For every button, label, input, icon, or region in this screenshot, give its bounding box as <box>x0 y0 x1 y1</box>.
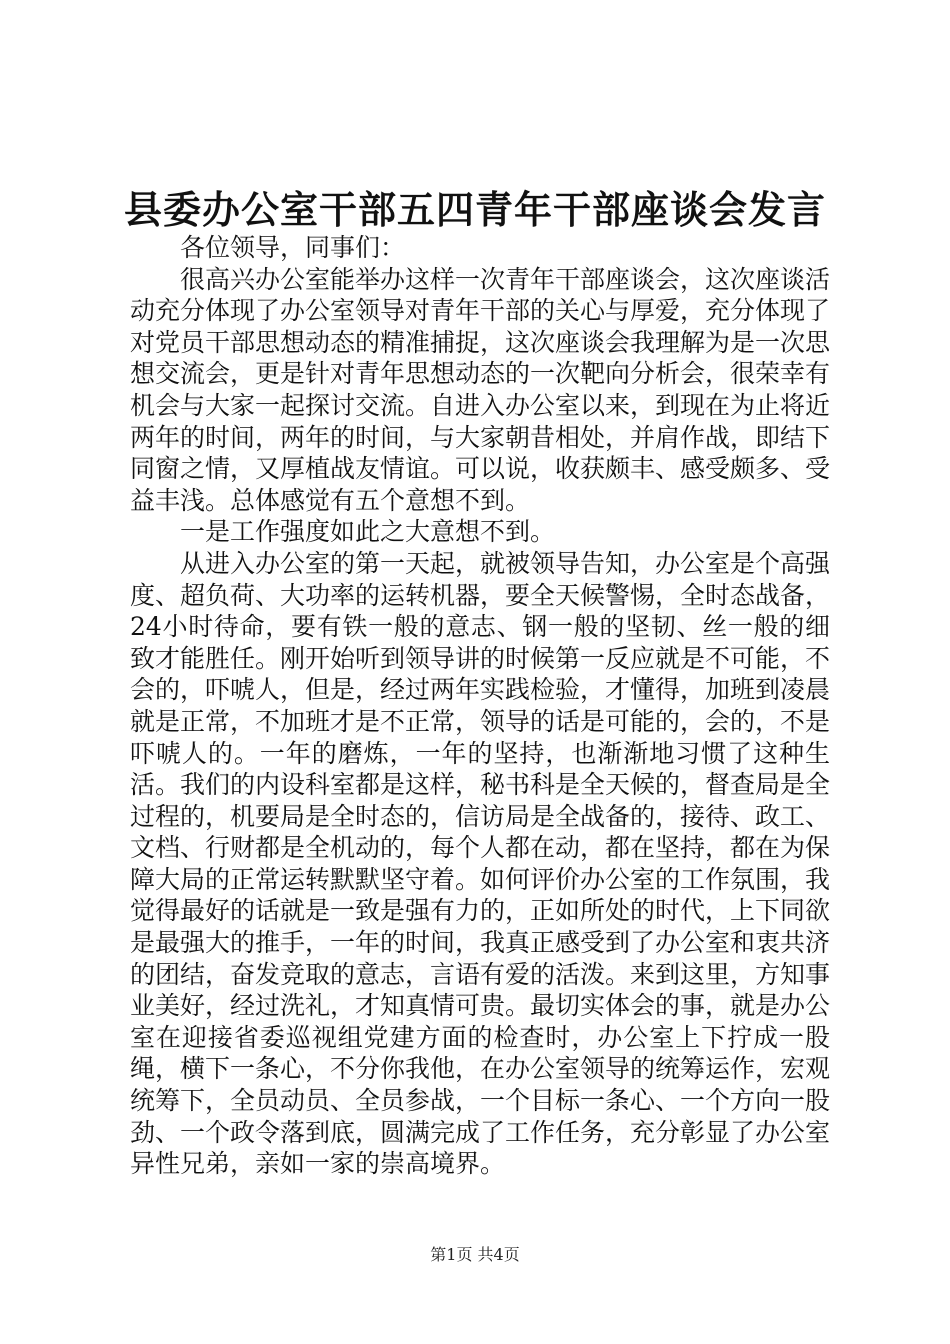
body-paragraph: 很高兴办公室能举办这样一次青年干部座谈会，这次座谈活动充分体现了办公室领导对青年干部的关心与厚爱，充分体现了对党员干部思想动态的精准捕捉，这次座谈会我理解为是一次思想交流会，更是针对青年思想动态的一次靶向分析会，很荣幸有机会与大家一起探讨交流。自进入办公室以来，到现在为止将近两年的时间，两年的时间，与大家朝昔相处，并肩作战，即结下同窗之情，又厚植战友情谊。可以说，收获颇丰、感受颇多、受益丰浅。总体感觉有五个意想不到。 <box>130 264 831 515</box>
salutation-paragraph: 各位领导，同事们： <box>180 233 406 262</box>
document-title: 县委办公室干部五四青年干部座谈会发言 <box>123 187 826 232</box>
page-number-footer: 第1页 共4页 <box>430 1245 520 1264</box>
document-body <box>130 232 830 1180</box>
body-paragraph: 从进入办公室的第一天起，就被领导告知，办公室是个高强度、超负荷、大功率的运转机器，要全天候警惕，全时态战备，24小时待命，要有铁一般的意志、钢一般的坚韧、丝一般的细致才能胜任。刚开始听到领导讲的时候第一反应就是不可能，不会的，吓唬人，但是，经过两年实践检验，才懂得，加班到凌晨就是正常，不加班才是不正常，领导的话是可能的，会的，不是吓唬人的。一年的磨炼，一年的坚持，也渐渐地习惯了这种生活。我们的内设科室都是这样，秘书科是全天候的，督查局是全过程的，机要局是全时态的，信访局是全战备的，接待、政工、文档、行财都是全机动的，每个人都在动，都在坚持，都在为保障大局的正常运转默默坚守着。如何评价办公室的工作氛围，我觉得最好的话就是一致是强有力的，正如所处的时代，上下同欲是最强大的推手，一年的时间，我真正感受到了办公室和衷共济的团结，奋发竞取的意志，言语有爱的活泼。来到这里，方知事业美好，经过洗礼，才知真情可贵。最切实体会的事，就是办公室在迎接省委巡视组党建方面的检查时，办公室上下拧成一股绳，横下一条心，不分你我他，在办公室领导的统筹运作，宏观统筹下，全员动员、全员参战，一个目标一条心、一个方向一股劲、一个政令落到底，圆满完成了工作任务，充分彰显了办公室异性兄弟，亲如一家的崇高境界。 <box>130 548 831 1179</box>
section-heading-paragraph: 一是工作强度如此之大意想不到。 <box>180 517 556 547</box>
